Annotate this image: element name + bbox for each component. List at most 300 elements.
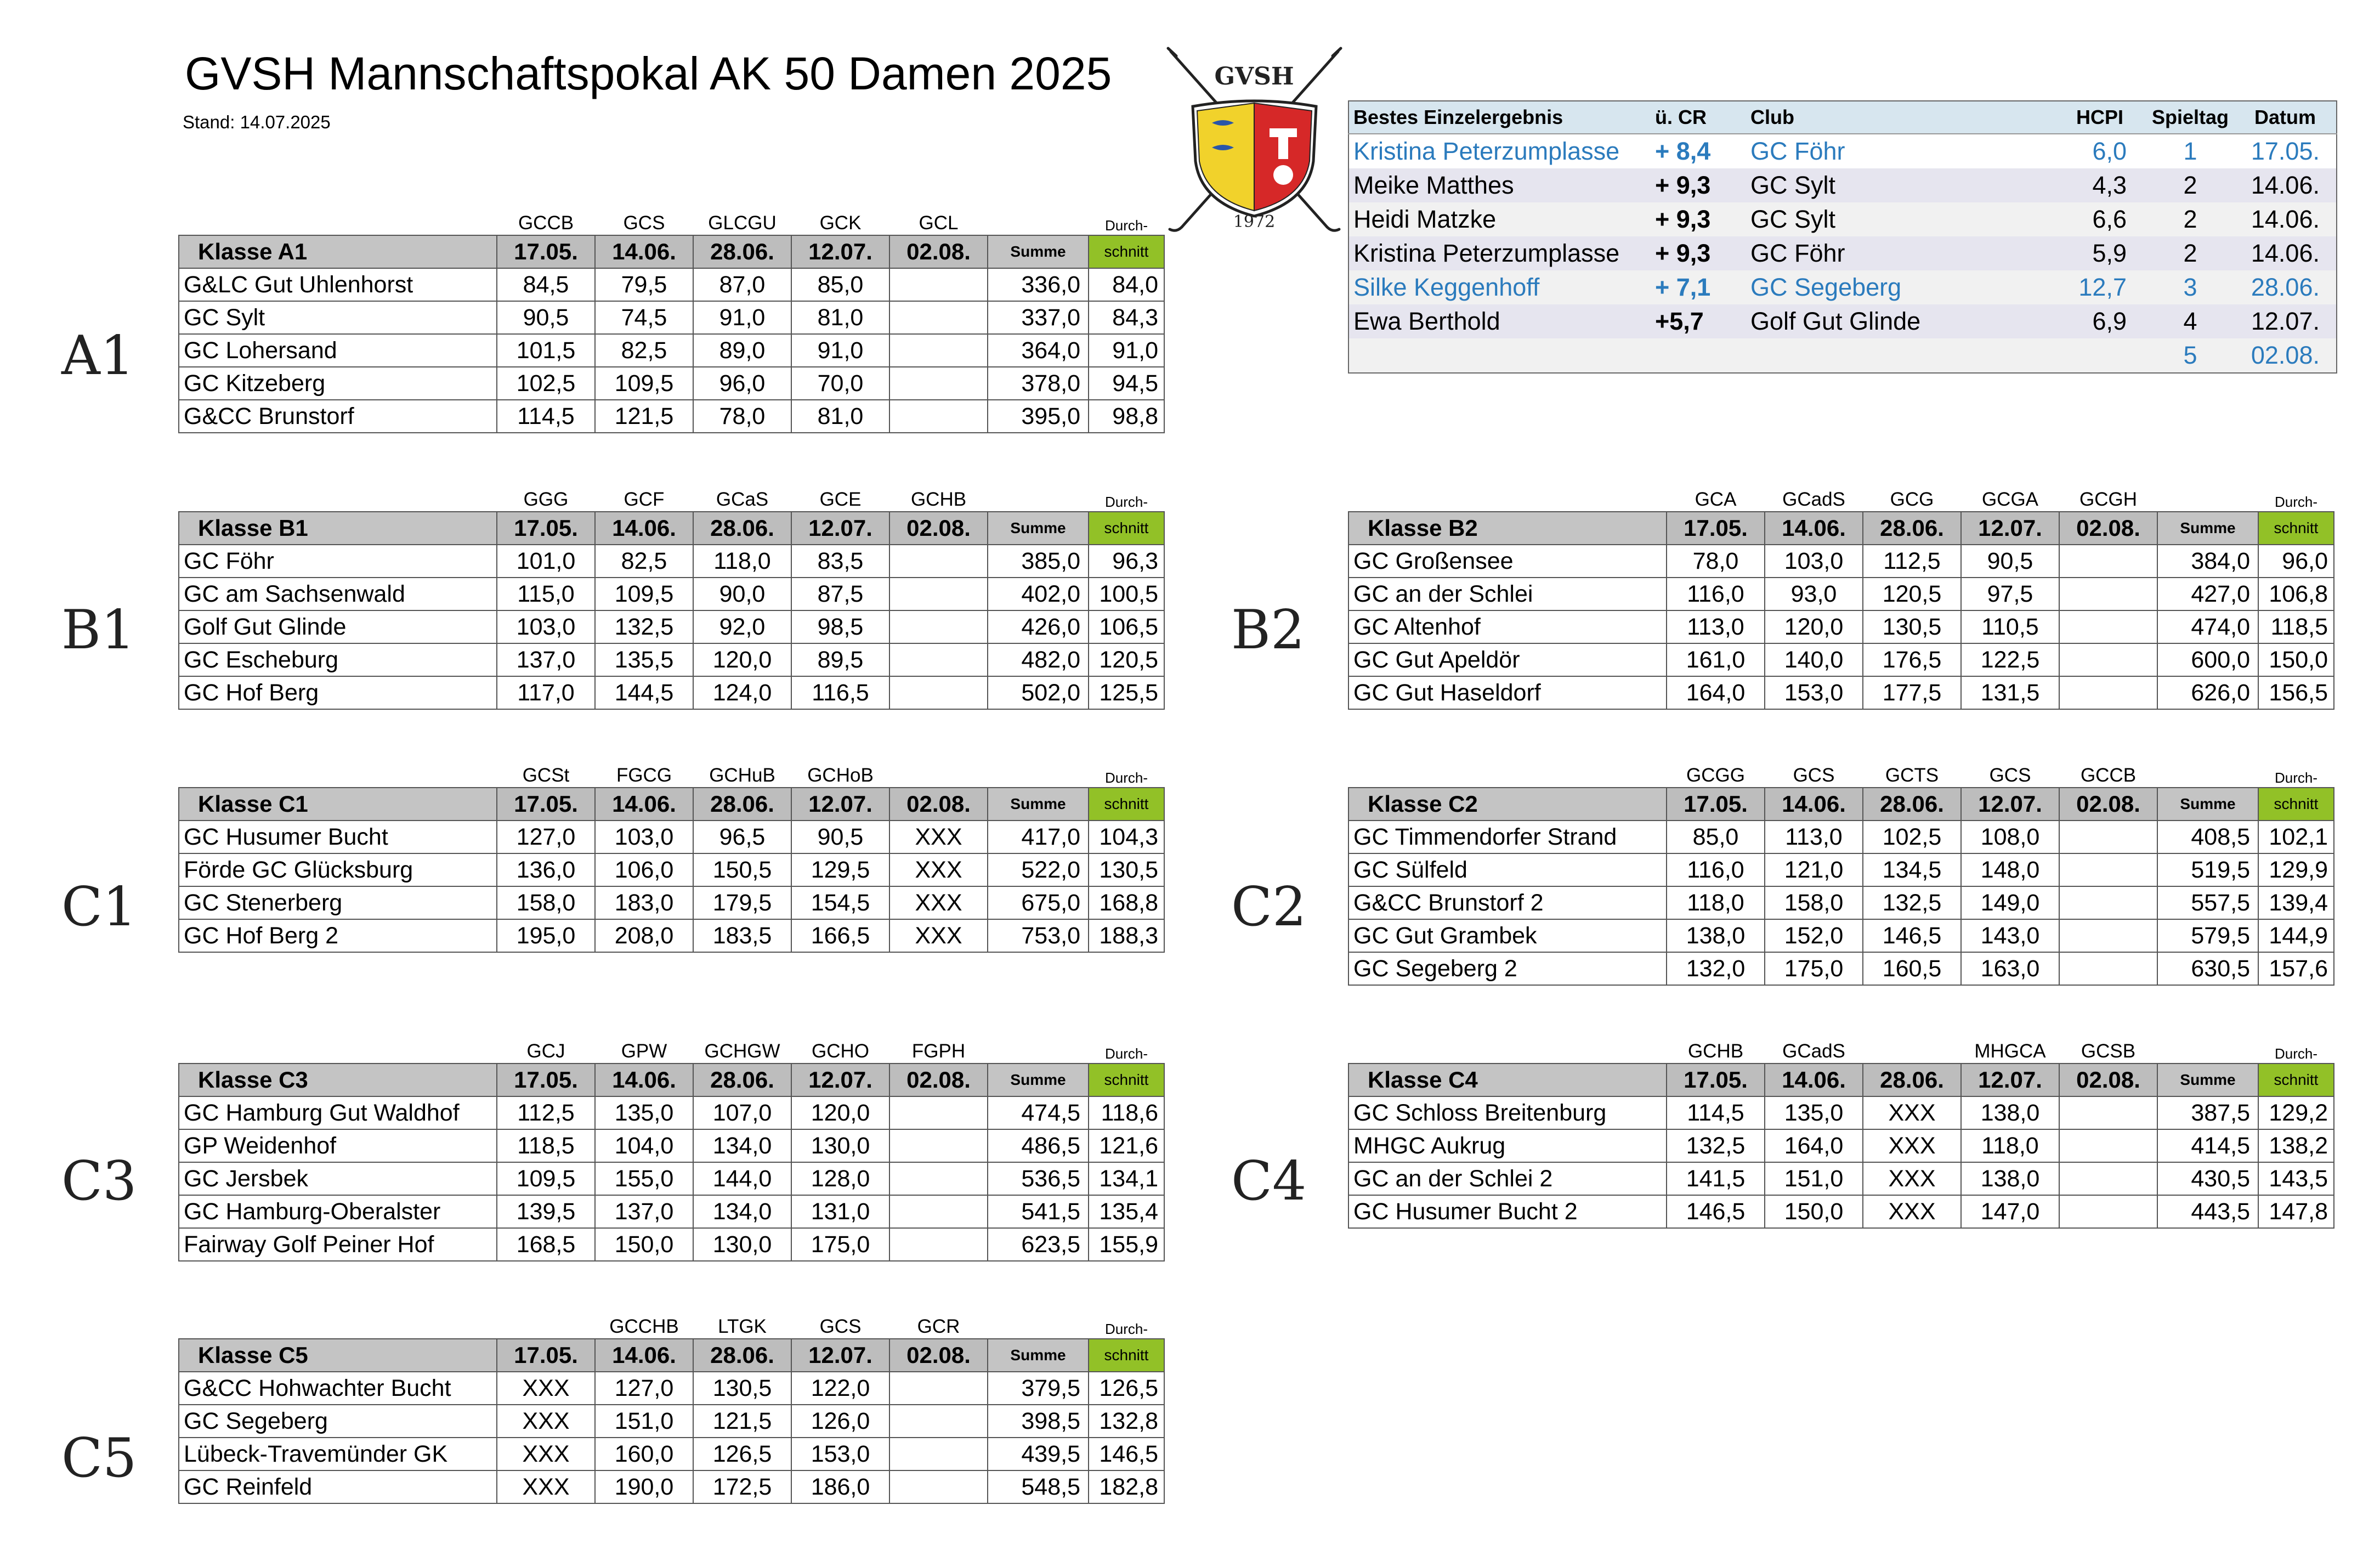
round-score: 85,0 xyxy=(1667,821,1765,853)
total-score: 626,0 xyxy=(2157,676,2258,709)
round-score xyxy=(889,545,988,578)
team-row xyxy=(1348,643,2334,676)
round-score: 153,0 xyxy=(791,1438,889,1470)
codes-spacer xyxy=(179,1309,497,1339)
round-score: XXX xyxy=(497,1470,595,1503)
date-header: 17.05. xyxy=(497,512,595,545)
round-score xyxy=(2059,676,2157,709)
round-score: 158,0 xyxy=(1765,886,1863,919)
club-codes-row xyxy=(179,1033,1164,1063)
durch-label: Durch- xyxy=(2274,770,2317,786)
stand-date: Stand: 14.07.2025 xyxy=(183,112,331,132)
team-name: G&CC Brunstorf 2 xyxy=(1348,886,1667,919)
team-name: G&CC Hohwachter Bucht xyxy=(179,1372,497,1405)
total-score: 379,5 xyxy=(988,1372,1089,1405)
best-datum: 14.06. xyxy=(2234,168,2337,202)
team-row xyxy=(179,268,1164,301)
round-score: 130,0 xyxy=(791,1129,889,1162)
team-row xyxy=(179,545,1164,578)
round-score: 190,0 xyxy=(595,1470,693,1503)
round-score: 83,5 xyxy=(791,545,889,578)
average-score: 130,5 xyxy=(1089,853,1164,886)
team-name: GC Timmendorfer Strand xyxy=(1348,821,1667,853)
best-name: Silke Keggenhoff xyxy=(1348,270,1652,304)
schnitt-header: schnitt xyxy=(1089,788,1164,821)
codes-spacer xyxy=(2157,1033,2258,1063)
club-code: GLCGU xyxy=(708,212,777,234)
round-score: 151,0 xyxy=(595,1405,693,1438)
round-score: 121,5 xyxy=(595,400,693,433)
club-code: FGCG xyxy=(616,765,672,786)
logo-year: 1972 xyxy=(1233,212,1276,231)
round-score: 121,0 xyxy=(1765,853,1863,886)
best-header-club: Club xyxy=(1748,101,2053,134)
round-score: 126,5 xyxy=(693,1438,791,1470)
round-score: 176,5 xyxy=(1863,643,1961,676)
date-header: 12.07. xyxy=(791,512,889,545)
best-name: Kristina Peterzumplasse xyxy=(1348,134,1652,168)
round-score xyxy=(889,1162,988,1195)
best-cr: + 7,1 xyxy=(1652,270,1748,304)
best-cr: + 9,3 xyxy=(1652,236,1748,270)
average-score: 121,6 xyxy=(1089,1129,1164,1162)
team-row xyxy=(179,610,1164,643)
round-score xyxy=(889,1129,988,1162)
team-row xyxy=(179,643,1164,676)
team-row xyxy=(1348,578,2334,610)
round-score: 137,0 xyxy=(595,1195,693,1228)
codes-spacer xyxy=(988,205,1089,235)
team-row xyxy=(179,1129,1164,1162)
club-code: GCR xyxy=(917,1316,960,1337)
codes-spacer xyxy=(1348,757,1667,788)
round-score: 92,0 xyxy=(693,610,791,643)
total-score: 675,0 xyxy=(988,886,1089,919)
class-side-label: C2 xyxy=(1231,876,1307,938)
class-header-row xyxy=(1348,1063,2334,1096)
codes-spacer xyxy=(179,757,497,788)
round-score: 124,0 xyxy=(693,676,791,709)
class-side-label: B2 xyxy=(1231,599,1305,661)
round-score: 151,0 xyxy=(1765,1162,1863,1195)
team-row xyxy=(1348,676,2334,709)
total-score: 395,0 xyxy=(988,400,1089,433)
team-row xyxy=(1348,545,2334,578)
average-score: 156,5 xyxy=(2258,676,2334,709)
best-name xyxy=(1348,338,1652,373)
average-score: 106,5 xyxy=(1089,610,1164,643)
team-name: GC Husumer Bucht 2 xyxy=(1348,1195,1667,1228)
class-header-row xyxy=(179,788,1164,821)
team-row xyxy=(1348,610,2334,643)
round-score: 109,5 xyxy=(497,1162,595,1195)
round-score xyxy=(889,400,988,433)
average-score: 118,6 xyxy=(1089,1096,1164,1129)
team-name: GC an der Schlei 2 xyxy=(1348,1162,1667,1195)
round-score: XXX xyxy=(1863,1129,1961,1162)
team-row xyxy=(179,853,1164,886)
durch-label: Durch- xyxy=(1104,494,1148,510)
average-score: 155,9 xyxy=(1089,1228,1164,1261)
best-datum: 28.06. xyxy=(2234,270,2337,304)
class-table xyxy=(178,1309,1165,1504)
round-score: 127,0 xyxy=(595,1372,693,1405)
total-score: 548,5 xyxy=(988,1470,1089,1503)
team-name: GC Kitzeberg xyxy=(179,367,497,400)
team-name: GC Hof Berg xyxy=(179,676,497,709)
round-score: 115,0 xyxy=(497,578,595,610)
total-score: 385,0 xyxy=(988,545,1089,578)
class-table xyxy=(178,1033,1165,1262)
best-spieltag: 1 xyxy=(2146,134,2234,168)
club-code: GCS xyxy=(1793,765,1835,786)
total-score: 427,0 xyxy=(2157,578,2258,610)
round-score: 118,0 xyxy=(1961,1129,2059,1162)
round-score: 114,5 xyxy=(497,400,595,433)
class-side-label: C3 xyxy=(61,1150,137,1213)
round-score: 103,0 xyxy=(1765,545,1863,578)
team-name: GC Escheburg xyxy=(179,643,497,676)
round-score: 175,0 xyxy=(1765,952,1863,985)
round-score: 98,5 xyxy=(791,610,889,643)
best-datum: 17.05. xyxy=(2234,134,2337,168)
round-score xyxy=(2059,1129,2157,1162)
durch-label: Durch- xyxy=(1104,1045,1148,1062)
round-score: 179,5 xyxy=(693,886,791,919)
club-code: GPW xyxy=(621,1040,667,1062)
average-score: 96,0 xyxy=(2258,545,2334,578)
date-header: 17.05. xyxy=(1667,1063,1765,1096)
best-hcpi: 6,0 xyxy=(2053,134,2146,168)
club-codes-row xyxy=(1348,1033,2334,1063)
date-header: 14.06. xyxy=(1765,788,1863,821)
team-name: G&CC Brunstorf xyxy=(179,400,497,433)
summe-header: Summe xyxy=(2157,1063,2258,1096)
date-header: 02.08. xyxy=(889,512,988,545)
round-score xyxy=(2059,1162,2157,1195)
codes-spacer xyxy=(988,482,1089,512)
date-header: 28.06. xyxy=(693,1339,791,1372)
team-row xyxy=(179,821,1164,853)
club-code: GCJ xyxy=(526,1040,565,1062)
team-name: GC Großensee xyxy=(1348,545,1667,578)
codes-spacer xyxy=(179,1033,497,1063)
club-codes-row xyxy=(179,482,1164,512)
round-score: 90,5 xyxy=(1961,545,2059,578)
round-score: 135,5 xyxy=(595,643,693,676)
class-table xyxy=(178,757,1165,953)
round-score: 118,0 xyxy=(1667,886,1765,919)
total-score: 408,5 xyxy=(2157,821,2258,853)
round-score: 135,0 xyxy=(595,1096,693,1129)
club-codes-row xyxy=(1348,482,2334,512)
average-score: 182,8 xyxy=(1089,1470,1164,1503)
best-hcpi: 12,7 xyxy=(2053,270,2146,304)
team-row xyxy=(179,301,1164,334)
date-header: 12.07. xyxy=(791,788,889,821)
codes-spacer xyxy=(988,1309,1089,1339)
class-header-row xyxy=(179,512,1164,545)
round-score: 78,0 xyxy=(693,400,791,433)
date-header: 17.05. xyxy=(497,788,595,821)
club-code: GCHB xyxy=(1687,1040,1744,1062)
schnitt-header: schnitt xyxy=(2258,788,2334,821)
team-name: GC Hof Berg 2 xyxy=(179,919,497,952)
round-score: XXX xyxy=(1863,1195,1961,1228)
total-score: 502,0 xyxy=(988,676,1089,709)
round-score: 140,0 xyxy=(1765,643,1863,676)
team-row xyxy=(179,1438,1164,1470)
round-score: 163,0 xyxy=(1961,952,2059,985)
team-name: MHGC Aukrug xyxy=(1348,1129,1667,1162)
best-row xyxy=(1348,236,2337,270)
class-table xyxy=(1348,1033,2334,1229)
best-row xyxy=(1348,304,2337,338)
round-score xyxy=(2059,821,2157,853)
best-spieltag: 4 xyxy=(2146,304,2234,338)
round-score: 127,0 xyxy=(497,821,595,853)
team-name: GC Segeberg xyxy=(179,1405,497,1438)
total-score: 557,5 xyxy=(2157,886,2258,919)
club-code: GCG xyxy=(1890,489,1934,510)
round-score: 90,0 xyxy=(693,578,791,610)
round-score: 96,5 xyxy=(693,821,791,853)
club-code: GCL xyxy=(919,212,959,234)
club-code: GGG xyxy=(523,489,569,510)
team-row xyxy=(179,400,1164,433)
club-code: GCGG xyxy=(1686,765,1745,786)
summe-header: Summe xyxy=(988,1339,1089,1372)
best-header-hcpi: HCPI xyxy=(2053,101,2146,134)
round-score: 166,5 xyxy=(791,919,889,952)
date-header: 02.08. xyxy=(889,235,988,268)
team-row xyxy=(179,919,1164,952)
round-score: 134,0 xyxy=(693,1195,791,1228)
club-code: GCaS xyxy=(716,489,769,510)
best-row xyxy=(1348,168,2337,202)
date-header: 02.08. xyxy=(889,1339,988,1372)
round-score: 146,5 xyxy=(1667,1195,1765,1228)
club-code: GCCB xyxy=(518,212,574,234)
round-score xyxy=(889,367,988,400)
total-score: 753,0 xyxy=(988,919,1089,952)
codes-spacer xyxy=(2157,482,2258,512)
club-code: FGPH xyxy=(911,1040,966,1062)
team-row xyxy=(1348,952,2334,985)
schnitt-header: schnitt xyxy=(1089,1063,1164,1096)
best-name: Meike Matthes xyxy=(1348,168,1652,202)
round-score xyxy=(2059,1195,2157,1228)
date-header: 12.07. xyxy=(1961,512,2059,545)
date-header: 17.05. xyxy=(1667,788,1765,821)
round-score: 116,0 xyxy=(1667,853,1765,886)
round-score: 93,0 xyxy=(1765,578,1863,610)
round-score: 89,0 xyxy=(693,334,791,367)
summe-header: Summe xyxy=(988,1063,1089,1096)
team-name: GC Föhr xyxy=(179,545,497,578)
round-score: 116,5 xyxy=(791,676,889,709)
round-score xyxy=(2059,952,2157,985)
round-score: 134,5 xyxy=(1863,853,1961,886)
round-score xyxy=(2059,919,2157,952)
date-header: 28.06. xyxy=(1863,512,1961,545)
summe-header: Summe xyxy=(988,788,1089,821)
average-score: 144,9 xyxy=(2258,919,2334,952)
class-header-row xyxy=(1348,512,2334,545)
codes-spacer xyxy=(1348,1033,1667,1063)
round-score: 78,0 xyxy=(1667,545,1765,578)
team-row xyxy=(179,367,1164,400)
team-row xyxy=(1348,821,2334,853)
round-score xyxy=(889,1228,988,1261)
team-row xyxy=(179,1195,1164,1228)
club-code: GCadS xyxy=(1782,1040,1845,1062)
team-name: Förde GC Glücksburg xyxy=(179,853,497,886)
class-side-label: C5 xyxy=(61,1427,137,1490)
best-name: Ewa Berthold xyxy=(1348,304,1652,338)
class-name: Klasse C1 xyxy=(179,788,497,821)
durch-label: Durch- xyxy=(2274,494,2317,510)
round-score: 109,5 xyxy=(595,367,693,400)
average-score: 129,9 xyxy=(2258,853,2334,886)
club-code: GCHO xyxy=(812,1040,869,1062)
class-name: Klasse A1 xyxy=(179,235,497,268)
round-score xyxy=(889,676,988,709)
round-score xyxy=(2059,853,2157,886)
total-score: 541,5 xyxy=(988,1195,1089,1228)
best-hcpi xyxy=(2053,338,2146,373)
round-score: 74,5 xyxy=(595,301,693,334)
round-score: 112,5 xyxy=(497,1096,595,1129)
club-code: GCCB xyxy=(2080,765,2137,786)
round-score: XXX xyxy=(1863,1096,1961,1129)
round-score: 109,5 xyxy=(595,578,693,610)
round-score xyxy=(889,301,988,334)
round-score: 147,0 xyxy=(1961,1195,2059,1228)
date-header: 12.07. xyxy=(1961,788,2059,821)
round-score: 91,0 xyxy=(693,301,791,334)
round-score: 104,0 xyxy=(595,1129,693,1162)
average-score: 147,8 xyxy=(2258,1195,2334,1228)
team-name: Golf Gut Glinde xyxy=(179,610,497,643)
round-score: 144,0 xyxy=(693,1162,791,1195)
round-score xyxy=(889,1195,988,1228)
team-row xyxy=(179,1470,1164,1503)
codes-spacer xyxy=(179,482,497,512)
team-name: GP Weidenhof xyxy=(179,1129,497,1162)
round-score: 106,0 xyxy=(595,853,693,886)
codes-spacer xyxy=(988,757,1089,788)
round-score: 116,0 xyxy=(1667,578,1765,610)
round-score: 146,5 xyxy=(1863,919,1961,952)
date-header: 28.06. xyxy=(693,788,791,821)
round-score: XXX xyxy=(889,919,988,952)
team-row xyxy=(1348,1162,2334,1195)
average-score: 106,8 xyxy=(2258,578,2334,610)
round-score xyxy=(889,610,988,643)
average-score: 139,4 xyxy=(2258,886,2334,919)
round-score: 118,5 xyxy=(497,1129,595,1162)
round-score: 144,5 xyxy=(595,676,693,709)
class-table xyxy=(178,482,1165,710)
round-score: 82,5 xyxy=(595,334,693,367)
team-name: G&LC Gut Uhlenhorst xyxy=(179,268,497,301)
date-header: 28.06. xyxy=(1863,1063,1961,1096)
best-club: GC Föhr xyxy=(1748,134,2053,168)
round-score: 121,5 xyxy=(693,1405,791,1438)
round-score: 208,0 xyxy=(595,919,693,952)
total-score: 474,5 xyxy=(988,1096,1089,1129)
average-score: 132,8 xyxy=(1089,1405,1164,1438)
club-code: GCHoB xyxy=(807,765,874,786)
average-score: 168,8 xyxy=(1089,886,1164,919)
team-name: GC Sylt xyxy=(179,301,497,334)
average-score: 84,0 xyxy=(1089,268,1164,301)
round-score: 112,5 xyxy=(1863,545,1961,578)
date-header: 17.05. xyxy=(497,235,595,268)
team-row xyxy=(179,578,1164,610)
best-spieltag: 3 xyxy=(2146,270,2234,304)
durch-label: Durch- xyxy=(1104,217,1148,234)
round-score: 90,5 xyxy=(791,821,889,853)
class-name: Klasse B1 xyxy=(179,512,497,545)
team-row xyxy=(179,1405,1164,1438)
durch-label: Durch- xyxy=(1104,1321,1148,1337)
round-score: 195,0 xyxy=(497,919,595,952)
round-score: XXX xyxy=(889,886,988,919)
club-code: GCGH xyxy=(2079,489,2137,510)
average-score: 135,4 xyxy=(1089,1195,1164,1228)
round-score: 135,0 xyxy=(1765,1096,1863,1129)
round-score: 103,0 xyxy=(497,610,595,643)
round-score: 158,0 xyxy=(497,886,595,919)
club-code: GCS xyxy=(1989,765,2031,786)
schnitt-header: schnitt xyxy=(2258,1063,2334,1096)
best-cr: + 9,3 xyxy=(1652,202,1748,236)
team-name: GC an der Schlei xyxy=(1348,578,1667,610)
club-code xyxy=(1863,1033,1961,1063)
average-score: 94,5 xyxy=(1089,367,1164,400)
best-name: Kristina Peterzumplasse xyxy=(1348,236,1652,270)
total-score: 486,5 xyxy=(988,1129,1089,1162)
club-code: LTGK xyxy=(718,1316,767,1337)
round-score: 177,5 xyxy=(1863,676,1961,709)
best-cr: + 8,4 xyxy=(1652,134,1748,168)
team-name: Fairway Golf Peiner Hof xyxy=(179,1228,497,1261)
date-header: 17.05. xyxy=(497,1339,595,1372)
class-side-label: A1 xyxy=(61,325,135,387)
round-score: 161,0 xyxy=(1667,643,1765,676)
team-name: GC Schloss Breitenburg xyxy=(1348,1096,1667,1129)
team-row xyxy=(179,676,1164,709)
summe-header: Summe xyxy=(988,235,1089,268)
best-hcpi: 6,9 xyxy=(2053,304,2146,338)
team-row xyxy=(1348,886,2334,919)
average-score: 102,1 xyxy=(2258,821,2334,853)
date-header: 12.07. xyxy=(791,235,889,268)
best-club: GC Sylt xyxy=(1748,168,2053,202)
date-header: 02.08. xyxy=(2059,788,2157,821)
best-name: Heidi Matzke xyxy=(1348,202,1652,236)
codes-spacer xyxy=(988,1033,1089,1063)
total-score: 630,5 xyxy=(2157,952,2258,985)
round-score xyxy=(889,268,988,301)
round-score: 91,0 xyxy=(791,334,889,367)
total-score: 430,5 xyxy=(2157,1162,2258,1195)
team-name: GC Jersbek xyxy=(179,1162,497,1195)
team-name: GC Gut Grambek xyxy=(1348,919,1667,952)
average-score: 188,3 xyxy=(1089,919,1164,952)
